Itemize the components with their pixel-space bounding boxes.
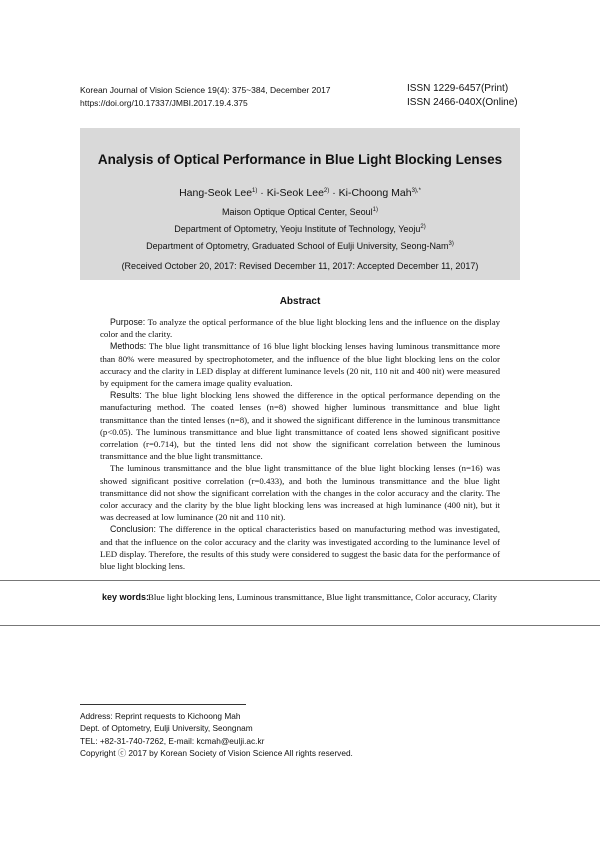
issn-print: ISSN 1229-6457(Print) <box>407 83 509 94</box>
abstract-results-continued: The luminous transmittance and the blue light transmittance of the blue light blocking lenses (n=16) was showed significant positive correlation (r=0.433), and both the luminous transmittance and the blue light transmittance did not show the significant correlation with the changes in the color accuracy and the clarity. The color accuracy and the clarity by the blue light blocking lens was increased at high luminance (400 nit), but it was decreased at low luminance (20 nit and 110 nit). <box>100 463 500 523</box>
author-affil-mark: 2) <box>323 188 330 194</box>
abstract-methods <box>100 340 500 389</box>
author-name: Hang-Seok Lee <box>179 187 253 199</box>
author-name: Ki-Seok Lee <box>266 187 324 199</box>
affiliation <box>80 203 520 220</box>
author-separator: · <box>332 187 336 199</box>
affiliation-mark: 1) <box>372 207 378 213</box>
abstract-conclusion <box>100 523 500 572</box>
affiliation-mark: 3) <box>448 241 454 247</box>
author-affil-mark: 3),* <box>411 188 421 194</box>
affiliation-text: Maison Optique Optical Center, Seoul <box>222 207 373 217</box>
keywords-label: key words: <box>102 592 150 602</box>
keywords-top-rule <box>0 580 600 581</box>
journal-citation: Korean Journal of Vision Science 19(4): 375~384, December 2017 <box>80 85 331 95</box>
abstract-purpose <box>100 316 500 340</box>
affiliation-mark: 2) <box>420 224 426 230</box>
author-separator: · <box>260 187 264 199</box>
title-block <box>80 128 520 280</box>
footnote-rule <box>80 704 246 705</box>
author-name: Ki-Choong Mah <box>338 187 412 199</box>
footnote-contact: TEL: +82-31-740-7262, E-mail: kcmah@eulji.ac.kr <box>80 735 265 746</box>
methods-text: The blue light transmittance of 16 blue light blocking lenses having luminous transmittance more than 80% were measured by spectrophotometer, and the influence of the blue light blocking lens on the color accuracy and the clarity in LED display at different luminance levels (20 nit, 110 nit and 400 nit) were measured by equipment for the camera image quality evaluation. <box>100 341 500 389</box>
issn-block <box>407 82 518 110</box>
footnotes <box>80 710 353 759</box>
doi-link[interactable]: https://doi.org/10.17337/JMBI.2017.19.4.375 <box>80 97 248 108</box>
affiliation-text: Department of Optometry, Yeoju Institute of Technology, Yeoju <box>174 224 421 234</box>
author-affil-mark: 1) <box>252 188 258 194</box>
affiliation <box>80 220 520 237</box>
footnote-address: Address: Reprint requests to Kichoong Mah <box>80 711 241 721</box>
received-dates: (Received October 20, 2017: Revised December 11, 2017: Accepted December 11, 2017) <box>121 261 479 271</box>
abstract-heading: Abstract <box>279 296 321 307</box>
author-list <box>80 187 520 199</box>
issn-online: ISSN 2466-040X(Online) <box>407 97 518 108</box>
abstract-body <box>100 316 500 572</box>
footnote-department: Dept. of Optometry, Eulji University, Seongnam <box>80 723 253 734</box>
affiliation-text: Department of Optometry, Graduated School of Eulji University, Seong-Nam <box>146 241 449 251</box>
footnote-copyright: Copyright ⓒ 2017 by Korean Society of Vision Science All rights reserved. <box>80 747 353 758</box>
keywords <box>102 591 502 603</box>
methods-label: Methods: <box>110 341 147 352</box>
conclusion-text: The difference in the optical characteristics based on manufacturing method was investigated, and that the influence on the color accuracy and the clarity was investigated according to the luminance level of LED display. Therefore, the results of this study were considered to suggest the basic data for the performance of blue light blocking lens. <box>100 524 500 572</box>
conclusion-label: Conclusion: <box>110 524 156 535</box>
purpose-label: Purpose: <box>110 317 146 327</box>
affiliation <box>80 237 520 254</box>
purpose-text: To analyze the optical performance of the blue light blocking lens and the influence on the display color and the clarity. <box>100 317 500 340</box>
results-label: Results: <box>110 390 142 401</box>
results-text: The blue light blocking lens showed the difference in the optical performance depending on the manufacturing method. The coated lenses (n=8) showed higher luminous transmittance and blue light transmittance than the tinted lenses (n=8), and it showed the significant difference in the luminous transmittance (p<0.05). The luminous transmittance and blue light transmittance of coated lens showed significant positive correlation (r=0.714), but the tinted lens did not show the significant correlation between the luminous transmittance and the blue light transmittance. <box>100 390 500 462</box>
abstract-results <box>100 389 500 462</box>
paper-title: Analysis of Optical Performance in Blue Light Blocking Lenses <box>97 152 503 167</box>
keywords-text: Blue light blocking lens, Luminous transmittance, Blue light transmittance, Color accuracy, Clarity <box>148 592 498 602</box>
keywords-bottom-rule <box>0 625 600 626</box>
journal-header <box>80 84 331 109</box>
